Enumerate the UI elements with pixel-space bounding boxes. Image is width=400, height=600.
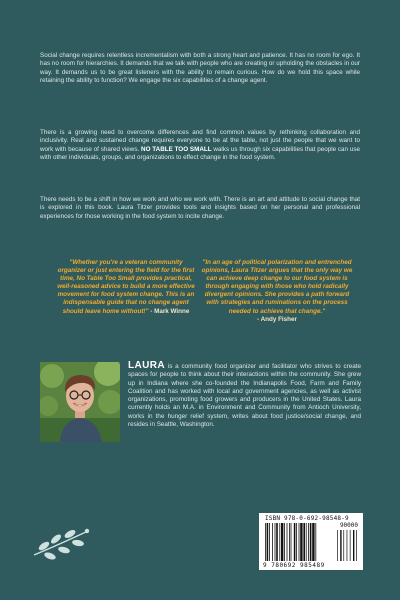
barcode-bar (287, 523, 288, 561)
barcode-bar (279, 523, 280, 561)
barcode-bar (340, 530, 341, 561)
barcode-bar (353, 530, 354, 561)
barcode-bar (272, 523, 273, 561)
isbn-text: ISBN 978-0-692-98548-9 (265, 515, 349, 522)
barcode-bar (296, 523, 297, 561)
quote-attribution: - Andy Fisher (256, 315, 297, 323)
intro-paragraph: Social change requires relentless incrementalism with both a strong heart and patience. It has no room for ego. It has no room for hierarchies. It demands that we talk with people who are creating or upholding the obstacles in our way. It demands us to be great listeners with the ability to remain curious. How do we hold this space while retaining the ability to function? We engage the six capabilities of a change agent. (40, 52, 360, 85)
barcode-bar (337, 530, 338, 561)
barcode-bar (265, 523, 266, 561)
barcode-bar (343, 530, 344, 561)
barcode-bar (315, 523, 316, 561)
bio-text: is a community food organizer and facilitator who strives to create spaces for people to think about their interactions within the community. She grew up in Indiana where she co-founded the Indianapolis Food, Farm and Family Coalition and has worked with local and government agencies, as well as activist organizations, promoting food growers and producers in the United States. Laura currently holds an M.A. in Environment and Community from Antioch University, works in the hunger relief system, writes about food justice/social change, and resides in Seattle, Washington. (128, 363, 361, 429)
author-name: LAURA (128, 360, 165, 371)
barcode-bar (267, 523, 269, 561)
barcode-bar (350, 530, 351, 561)
barcode-bar (276, 523, 278, 561)
collaboration-paragraph (40, 129, 360, 163)
barcode-bar (294, 523, 296, 561)
barcode-bar (347, 530, 348, 561)
barcode-bar (312, 523, 314, 561)
quote-text: "In an age of political polarization and entrenched opinions, Laura Titzer argues that the only way we can achieve deep change to our food system is through engaging with those who hold radically divergent opinions. She provides a path forward with strategies and ruminations on the process needed to achieve that change." (201, 259, 353, 315)
barcode-bar (310, 523, 312, 561)
barcode-bar (289, 523, 290, 561)
barcode-bar (356, 530, 357, 561)
author-photo (40, 362, 120, 442)
shift-paragraph: There needs to be a shift in how we work and who we work with. There is an art and attitude to social change that is explored in this book. Laura Titzer provides tools and insights based on her personal and professional experiences for those working in the food system to incite change. (40, 196, 360, 220)
barcode-bar (291, 523, 292, 561)
barcode (259, 513, 363, 570)
barcode-bar (275, 523, 276, 561)
barcode-bar (281, 523, 283, 561)
barcode-bar (299, 523, 300, 561)
barcode-bar (269, 523, 270, 561)
quote-text: "Whether you're a veteran community organizer or just entering the field for the first time, No Table Too Small provides practical, well-reasoned advice to build a more effective movement for food system change. This is an indispensable guide that no change agent should leave home without!" (57, 259, 195, 315)
barcode-bar (303, 523, 305, 561)
ean-digits: 9 780692 985489 (263, 562, 325, 569)
barcode-bar (306, 523, 307, 561)
endorsement-quote (201, 259, 353, 324)
endorsement-quote (55, 259, 197, 316)
price-code: 90000 (339, 522, 358, 529)
quote-attribution: - Mark Winne (148, 307, 190, 315)
paragraph-text: There is a growing need to overcome differences and find common values by rethinking collaboration and inclusivity. Real and sustained change requires everyone to be at the table, not just the people that we want to work with because of shared views. (40, 129, 360, 153)
book-title-inline: NO TABLE TOO SMALL (141, 145, 212, 153)
barcode-bar (308, 523, 309, 561)
leafy-branch-logo (30, 525, 92, 563)
paragraph-text: walks us through six capabilities that people can use with other individuals, groups, and organizations to effect change in the food system. (40, 145, 360, 162)
barcode-bar (300, 523, 302, 561)
author-bio (128, 362, 361, 429)
barcode-bar (284, 523, 285, 561)
